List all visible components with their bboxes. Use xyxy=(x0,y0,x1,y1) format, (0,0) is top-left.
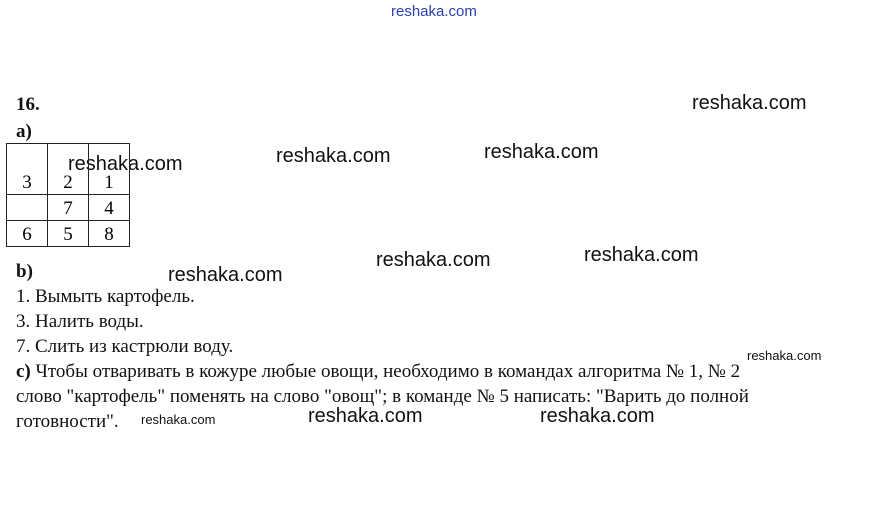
part-b-label: b) xyxy=(16,261,33,282)
watermark: reshaka.com xyxy=(540,405,655,427)
grid-cell: 5 xyxy=(48,221,89,247)
grid-cell xyxy=(7,195,48,221)
watermark-small: reshaka.com xyxy=(747,348,822,363)
watermark: reshaka.com xyxy=(584,244,699,266)
grid-cell: 6 xyxy=(7,221,48,247)
grid-row xyxy=(7,144,130,195)
grid-cell: 4 xyxy=(89,195,130,221)
part-a-label: a) xyxy=(16,121,32,142)
part-c-line-2: слово "картофель" поменять на слово "овощ"; в команде № 5 написать: "Варить до полной xyxy=(16,386,749,407)
part-c-label: c) xyxy=(16,361,31,382)
grid-cell: 2 xyxy=(48,144,89,195)
grid-row xyxy=(7,195,130,221)
grid-cell: 7 xyxy=(48,195,89,221)
watermark: reshaka.com xyxy=(308,405,423,427)
grid-row xyxy=(7,221,130,247)
part-c-line-1 xyxy=(16,361,740,383)
grid-cell: 8 xyxy=(89,221,130,247)
watermark: reshaka.com xyxy=(68,153,183,175)
part-b-line: 3. Налить воды. xyxy=(16,311,144,332)
watermark-right-header: reshaka.com xyxy=(692,92,807,114)
watermark: reshaka.com xyxy=(276,145,391,167)
watermark: reshaka.com xyxy=(376,249,491,271)
part-c-text: Чтобы отваривать в кожуре любые овощи, необходимо в командах алгоритма № 1, № 2 xyxy=(35,361,741,382)
part-b-line: 1. Вымыть картофель. xyxy=(16,286,195,307)
watermark-top[interactable]: reshaka.com xyxy=(391,3,477,20)
grid-cell: 3 xyxy=(7,144,48,195)
watermark-small: reshaka.com xyxy=(141,412,216,427)
grid-cell: 1 xyxy=(89,144,130,195)
part-c-line-3: готовности". xyxy=(16,411,119,432)
number-grid xyxy=(6,143,130,247)
watermark: reshaka.com xyxy=(168,264,283,286)
task-number: 16. xyxy=(16,94,40,115)
watermark: reshaka.com xyxy=(484,141,599,163)
part-b-line: 7. Слить из кастрюли воду. xyxy=(16,336,234,357)
